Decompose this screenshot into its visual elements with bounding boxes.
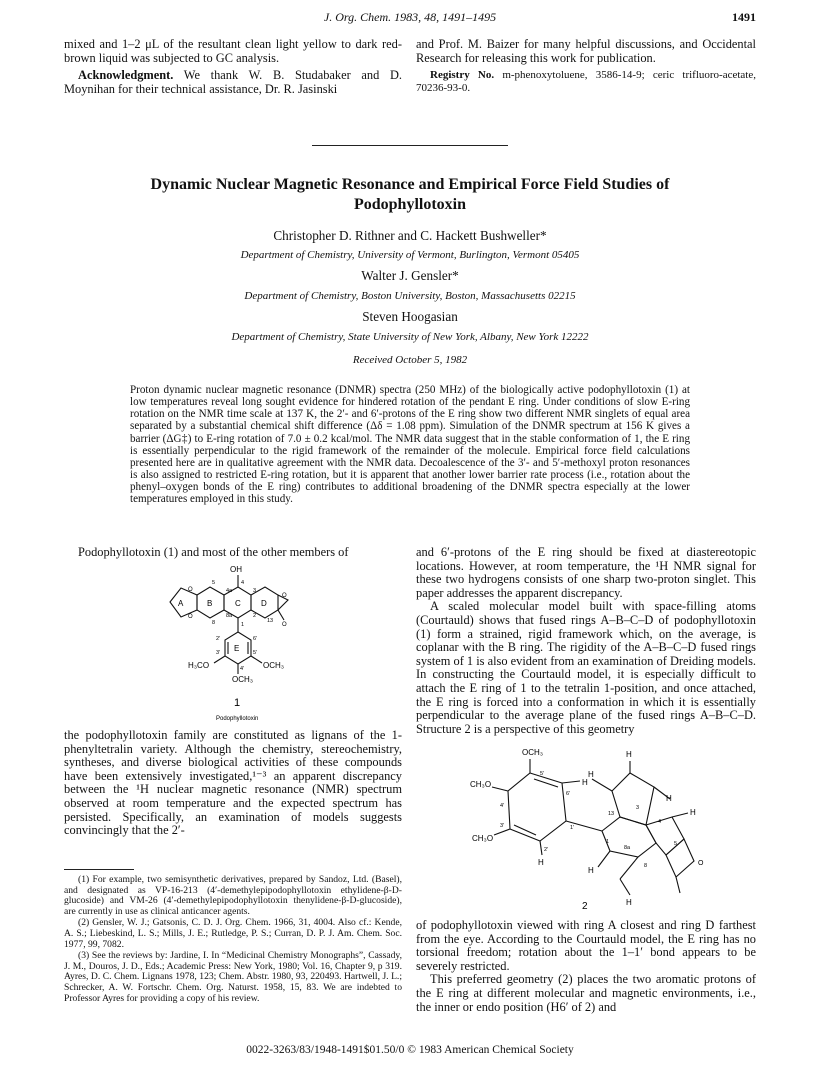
s1-ring-d: D — [261, 599, 267, 608]
footnote-1: (1) For example, two semisynthetic derivatives, prepared by Sandoz, Ltd. (Basel), and designated as VP-16-213 (4′-demethylepipodophyllotoxin ethylidene-β-D-glucoside) and VM-26 (4′-demethylepipodophyllotoxin thenylidene-β-D-glucoside), are currently in use as clinical anticancer agents. — [64, 874, 402, 917]
body-right-p1: and 6′-protons of the E ring should be fixed at diastereotopic locations. However, at room temperature, the ¹H NMR signal for these two hydrogens consists of one sharp two-proton singlet. This paper addresses the apparent discrepancy. — [416, 545, 756, 600]
s2-och3: OCH₃ — [522, 748, 544, 757]
footnotes — [64, 875, 402, 1005]
s1-oh: OH — [230, 565, 242, 574]
registry-text: m-phenoxytoluene, 3586-14-9; ceric trifluoro-acetate, 70236-93-0. — [416, 69, 756, 94]
affiliation-1: Department of Chemistry, University of Vermont, Burlington, Vermont 05405 — [240, 249, 580, 261]
s1-caption: Podophyllotoxin — [216, 716, 259, 722]
s1-o-a1: O — [188, 587, 193, 593]
s1-n4p: 4′ — [240, 666, 245, 672]
ring-d-2 — [612, 773, 654, 825]
s2-h-f: H — [626, 898, 632, 907]
s2-n6p: 6′ — [566, 791, 571, 797]
s2-n5p: 5′ — [540, 771, 545, 777]
prev-article-left — [64, 38, 402, 96]
s2-n4p: 4′ — [500, 803, 505, 809]
s1-ring-b: B — [207, 599, 213, 608]
authors-1: Christopher D. Rithner and C. Hackett Bushweller* — [273, 228, 547, 243]
s2-ch3o-bottom: CH₃O — [472, 834, 494, 843]
s2-h-c: H — [666, 794, 672, 803]
affiliation-2: Department of Chemistry, Boston University, Boston, Massachusetts 02215 — [244, 290, 576, 302]
body-right-p4: This preferred geometry (2) places the two aromatic protons of the E ring at different molecular and magnetic environments, i.e., the inner or endo position (H6′ of 2) and — [416, 972, 756, 1014]
prev-paragraph: mixed and 1–2 μL of the resultant clean light yellow to dark red-brown liquid was subjected to GC analysis. — [64, 37, 402, 65]
s1-n8: 8 — [212, 620, 216, 626]
s2-n4: 4 — [658, 819, 662, 825]
s2-n13: 13 — [608, 811, 615, 817]
s2-label: 2 — [582, 901, 588, 912]
s1-ring-a: A — [178, 599, 184, 608]
body-right-top — [416, 546, 756, 736]
structure-1-diagram — [150, 562, 330, 724]
ring-e-2 — [508, 773, 566, 841]
s2-o: O — [698, 860, 704, 867]
s1-n2: 2 — [253, 613, 257, 619]
framework-ring — [602, 817, 656, 857]
s2-h-6p: H — [582, 778, 588, 787]
s2-h-d: H — [690, 808, 696, 817]
s2-h-e: H — [588, 866, 594, 875]
s1-n8a: 8a — [226, 613, 233, 619]
s2-n2p: 2′ — [544, 847, 549, 853]
authors-3: Steven Hoogasian — [362, 309, 458, 324]
s1-n4: 4 — [241, 580, 245, 586]
s1-n13: 13 — [267, 618, 274, 624]
s2-n8a: 8a — [624, 845, 631, 851]
received-date: Received October 5, 1982 — [352, 354, 468, 366]
section-divider — [312, 145, 508, 146]
s2-n3p: 3′ — [500, 823, 505, 829]
ack-label: Acknowledgment. — [78, 68, 174, 83]
registry-label: Registry No. — [430, 69, 495, 82]
ring-a-2 — [666, 839, 694, 877]
copyright-footer: 0022-3263/83/1948-1491$01.50/0 © 1983 American Chemical Society — [246, 1044, 574, 1056]
s1-o-d2: O — [282, 622, 287, 628]
s1-n5p: 5′ — [253, 650, 258, 656]
s1-n3p: 3′ — [216, 650, 221, 656]
article-title: Dynamic Nuclear Magnetic Resonance and Empirical Force Field Studies of Podophyllotoxin — [150, 176, 670, 213]
body-right-bottom — [416, 919, 756, 1014]
s2-n8: 8 — [644, 863, 648, 869]
prev-paragraph-right: and Prof. M. Baizer for many helpful discussions, and Occidental Research for releasing this work for publication. — [416, 37, 756, 65]
body-left-p2: the podophyllotoxin family are constituted as lignans of the 1-phenyltetralin variety. Although the chemistry, stereochemistry, syntheses, and diverse biological activities of these compounds have been extensively investigated,¹⁻³ an apparent discrepancy between the ¹H nuclear magnetic resonance (NMR) spectrum observed at room temperature and the expected spectrum has persisted. Specifically, an examination of models suggests convincingly that the 2′- — [64, 728, 402, 838]
s1-n4a: 4a — [226, 588, 233, 594]
s2-h-a: H — [588, 770, 594, 779]
s1-n5: 5 — [212, 580, 216, 586]
s1-n1: 1 — [241, 622, 245, 628]
s1-h3co: H₃CO — [188, 661, 210, 670]
s1-label: 1 — [234, 697, 241, 709]
abstract: Proton dynamic nuclear magnetic resonance (DNMR) spectra (250 MHz) of the biologically active podophyllotoxin (1) at low temperatures reveal long sought evidence for hindered rotation of the pendant E ring. Under conditions of slow E-ring rotation on the NMR time scale at 137 K, the 2′- and 6′-protons of the E ring show two different NMR singlets of equal area separated by a substantial chemical shift difference (Δδ = 1.08 ppm). Simulation of the DNMR spectrum at 156 K gives a barrier (ΔG‡) to E-ring rotation of 7.0 ± 0.2 kcal/mol. The NMR data suggest that in the stable conformation of 1, the E ring is essentially perpendicular to the rigid framework of the remainder of the molecule. Empirical force field calculations presented here are in qualitative agreement with the NMR data. Decoalescence of the 3′- and 5′-methoxyl proton resonances is also assigned to restricted E-ring rotation, but it is apparent that another lower barrier rate process (i.e., rotation about the phenyl–oxygen bonds of the E ring) contributes to additional broadening of the DNMR spectra especially at the lower temperatures employed in this study. — [130, 384, 690, 506]
s1-och3-bottom: OCH₃ — [232, 675, 254, 684]
s1-ring-c: C — [235, 599, 241, 608]
footnote-2: (2) Gensler, W. J.; Gatsonis, C. D. J. Org. Chem. 1966, 31, 4004. Also cf.: Kende, A. S.; Liebeskind, L. S.; Mills, J. E.; Rutledge, P. S.; Curran, D. P. J. Am. Chem. Soc. 1977, 99, 7082. — [64, 917, 402, 950]
s2-h-b: H — [626, 750, 632, 759]
ring-a — [170, 588, 197, 617]
running-header — [0, 10, 820, 28]
s1-och3-right: OCH₃ — [263, 661, 285, 670]
s1-n2p: 2′ — [216, 636, 221, 642]
s1-n3: 3 — [253, 588, 257, 594]
body-right-p3: of podophyllotoxin viewed with ring A closest and ring D farthest from the eye. According to the Courtauld model, the E ring has no torsional freedom; rotation about the 1–1′ bond appears to be severely restricted. — [416, 918, 756, 973]
body-right-p2: A scaled molecular model built with space-filling atoms (Courtauld) shows that fused rings A–B–C–D of podophyllotoxin (1) form a strained, rigid framework which, on the average, is coplanar with the B ring. The rigidity of the A–B–C–D fused rings system of 1 is also evident from an examination of Dreiding models. In constructing the Courtauld model, it is especially difficult to attach the E ring of 1 to the tetralin 1-position, and once attached, the E ring is forced into a conformation in which it is essentially perpendicular to the average plane of the fused rings A–B–C–D. Structure 2 is a perspective of this geometry — [416, 599, 756, 736]
s2-n1p: 1′ — [570, 825, 575, 831]
prev-article-right — [416, 38, 756, 94]
s2-ch3o-top: CH₃O — [470, 780, 492, 789]
s1-n6p: 6′ — [253, 636, 258, 642]
ring-b-2 — [646, 817, 684, 855]
s2-n5: 5 — [674, 841, 678, 847]
structure-2-diagram — [470, 743, 710, 913]
page-number: 1491 — [732, 10, 756, 24]
footnote-3: (3) See the reviews by: Jardine, I. In “Medicinal Chemistry Monographs”, Cassady, J. M., Douros, J. D., Eds.; Academic Press: New York, 1980; Vol. 16, Chapter 9, p 319. Ayres, D. C. Chem. Lignans 1978, 123; Chem. Abstr. 1980, 93, 220493. Hartwell, J. L.; Schrecker, A. W. Fortschr. Chem. Org. Naturst. 1958, 15, 83. We are indebted to Professor Ayres for providing a copy of his review. — [64, 950, 402, 1004]
authors-2: Walter J. Gensler* — [361, 268, 459, 283]
s2-n3: 3 — [636, 805, 640, 811]
ack-text: We thank W. B. Studabaker and D. Moynihan for their technical assistance, Dr. R. Jasinski — [64, 68, 402, 96]
footnote-rule — [64, 869, 134, 870]
s1-ring-e: E — [234, 644, 240, 653]
s2-h-2p: H — [538, 858, 544, 867]
journal-citation: J. Org. Chem. 1983, 48, 1491–1495 — [323, 10, 497, 24]
body-left-p1: Podophyllotoxin (1) and most of the other members of — [78, 545, 349, 559]
s1-o-d1: O — [282, 593, 287, 599]
s1-o-a2: O — [188, 614, 193, 620]
affiliation-3: Department of Chemistry, State University of New York, Albany, New York 12222 — [231, 331, 589, 343]
s2-n1: 1 — [606, 839, 610, 845]
